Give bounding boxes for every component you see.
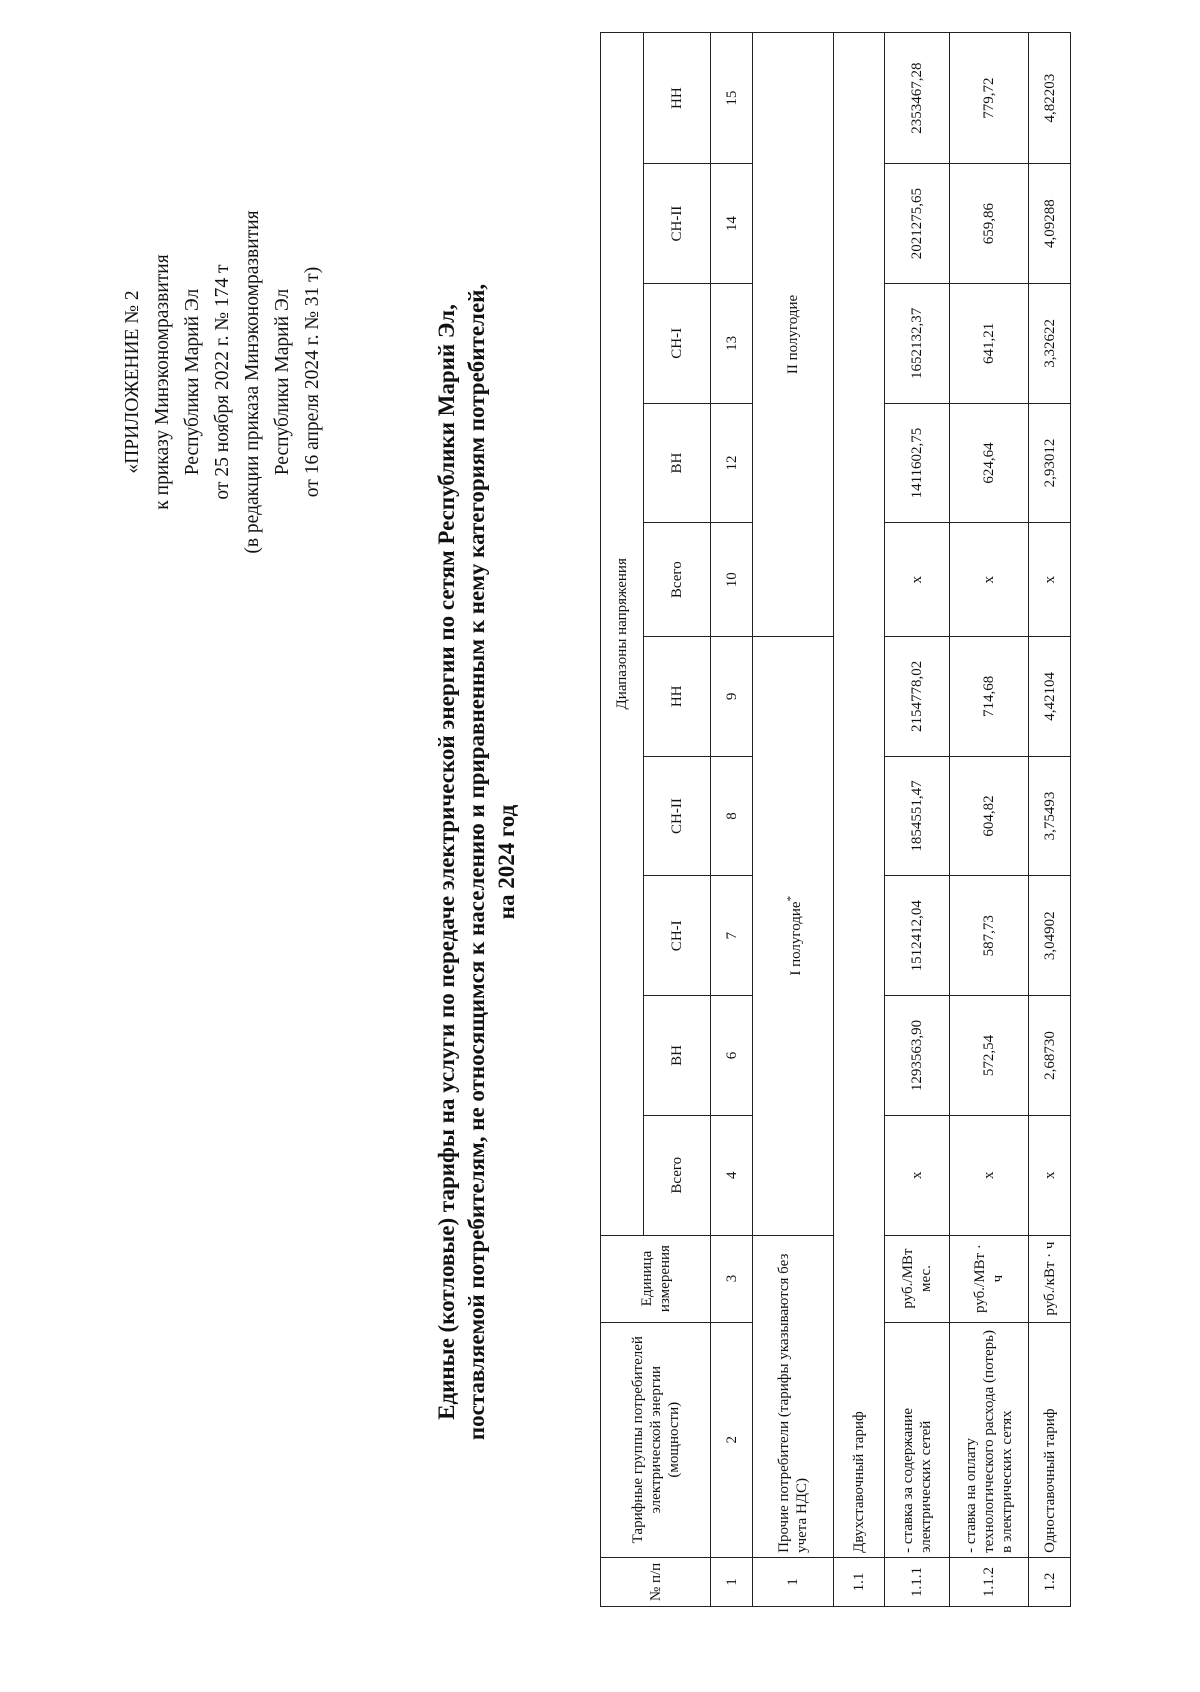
header-voltage: Всего xyxy=(644,1115,711,1235)
value-cell: 4,42104 xyxy=(1029,636,1071,756)
col-number: 8 xyxy=(711,756,753,876)
row-label: Одноставочный тариф xyxy=(1029,1322,1071,1557)
col-number: 4 xyxy=(711,1115,753,1235)
value-cell: 2021275,65 xyxy=(885,164,950,284)
appendix-line: (в редакции приказа Минэкономразвития xyxy=(242,210,263,554)
value-cell: х xyxy=(885,523,950,637)
column-number-row xyxy=(711,33,753,1607)
value-cell: 3,75493 xyxy=(1029,756,1071,876)
header-voltage: СН-II xyxy=(644,756,711,876)
row-label: - ставка на оплату технологического расхода (потерь) в электрических сетях xyxy=(950,1322,1029,1557)
half-year-2-label: II полугодие xyxy=(753,33,834,637)
value-cell: 779,72 xyxy=(950,33,1029,164)
row-unit: руб./кВт · ч xyxy=(1029,1235,1071,1322)
header-voltage: ВН xyxy=(644,996,711,1116)
row-label: Двухставочный тариф xyxy=(834,33,885,1558)
value-cell: 1512412,04 xyxy=(885,876,950,996)
half-year-1-label: I полугодие xyxy=(787,901,804,976)
row-num: 1.2 xyxy=(1029,1557,1071,1606)
value-cell: 3,32622 xyxy=(1029,283,1071,403)
value-cell: 4,82203 xyxy=(1029,33,1071,164)
header-voltage: Всего xyxy=(644,523,711,637)
appendix-line: «ПРИЛОЖЕНИЕ № 2 xyxy=(122,290,143,474)
col-number: 10 xyxy=(711,523,753,637)
value-cell: 2,68730 xyxy=(1029,996,1071,1116)
document-title xyxy=(432,92,522,1632)
header-voltage: СН-II xyxy=(644,164,711,284)
appendix-header xyxy=(118,132,328,632)
row-unit: руб./МВт мес. xyxy=(885,1235,950,1322)
value-cell: 2154778,02 xyxy=(885,636,950,756)
appendix-line: от 25 ноября 2022 г. № 174 т xyxy=(212,264,233,500)
half-year-1-cell xyxy=(753,636,834,1235)
value-cell: х xyxy=(950,1115,1029,1235)
col-number: 9 xyxy=(711,636,753,756)
header-voltage: НН xyxy=(644,636,711,756)
value-cell: 3,04902 xyxy=(1029,876,1071,996)
value-cell: х xyxy=(885,1115,950,1235)
value-cell: 1652132,37 xyxy=(885,283,950,403)
header-voltage: СН-I xyxy=(644,876,711,996)
tariff-table xyxy=(600,32,1071,1607)
value-cell: 2,93012 xyxy=(1029,403,1071,523)
table-row xyxy=(950,33,1029,1607)
row-label: Прочие потребители (тарифы указываются без учета НДС) xyxy=(753,1235,834,1557)
value-cell: 624,64 xyxy=(950,403,1029,523)
row-num: 1 xyxy=(753,1557,834,1606)
value-cell: 604,82 xyxy=(950,756,1029,876)
table-row xyxy=(1029,33,1071,1607)
col-number: 14 xyxy=(711,164,753,284)
header-ranges: Диапазоны напряжения xyxy=(601,33,644,1236)
value-cell: 1854551,47 xyxy=(885,756,950,876)
header-num: № п/п xyxy=(601,1557,711,1606)
header-row xyxy=(601,33,644,1607)
table-row xyxy=(753,33,834,1607)
row-num: 1.1.2 xyxy=(950,1557,1029,1606)
header-group: Тарифные группы потребителей электрической энергии (мощности) xyxy=(601,1322,711,1557)
value-cell: 714,68 xyxy=(950,636,1029,756)
header-voltage: ВН xyxy=(644,403,711,523)
value-cell: 1411602,75 xyxy=(885,403,950,523)
appendix-line: к приказу Минэкономразвития xyxy=(152,254,173,510)
row-num: 1.1 xyxy=(834,1557,885,1606)
header-unit: Единица измерения xyxy=(601,1235,711,1322)
row-unit: руб./МВт · ч xyxy=(950,1235,1029,1322)
value-cell: 1293563,90 xyxy=(885,996,950,1116)
row-num: 1.1.1 xyxy=(885,1557,950,1606)
table-row xyxy=(885,33,950,1607)
col-number: 15 xyxy=(711,33,753,164)
col-number: 6 xyxy=(711,996,753,1116)
appendix-line: Республики Марий Эл xyxy=(272,288,293,476)
appendix-line: от 16 апреля 2024 г. № 31 т) xyxy=(302,266,323,498)
value-cell: 4,09288 xyxy=(1029,164,1071,284)
table-row xyxy=(834,33,885,1607)
value-cell: 659,86 xyxy=(950,164,1029,284)
header-voltage: НН xyxy=(644,33,711,164)
appendix-line: Республики Марий Эл xyxy=(182,288,203,476)
value-cell: 641,21 xyxy=(950,283,1029,403)
value-cell: х xyxy=(950,523,1029,637)
row-label: - ставка за содержание электрических сетей xyxy=(885,1322,950,1557)
col-number: 7 xyxy=(711,876,753,996)
footnote-mark: * xyxy=(784,895,797,902)
header-voltage: СН-I xyxy=(644,283,711,403)
col-number: 3 xyxy=(711,1235,753,1322)
title-line: на 2024 год xyxy=(494,804,519,920)
col-number: 1 xyxy=(711,1557,753,1606)
value-cell: 2353467,28 xyxy=(885,33,950,164)
title-line: поставляемой потребителям, не относящимся к населению и приравненным к нему категориям потребителей, xyxy=(464,283,489,1441)
title-line: Единые (котловые) тарифы на услуги по передаче электрической энергии по сетям Республики Марий Эл, xyxy=(434,304,459,1420)
col-number: 12 xyxy=(711,403,753,523)
value-cell: х xyxy=(1029,523,1071,637)
value-cell: 572,54 xyxy=(950,996,1029,1116)
col-number: 13 xyxy=(711,283,753,403)
col-number: 2 xyxy=(711,1322,753,1557)
value-cell: х xyxy=(1029,1115,1071,1235)
value-cell: 587,73 xyxy=(950,876,1029,996)
